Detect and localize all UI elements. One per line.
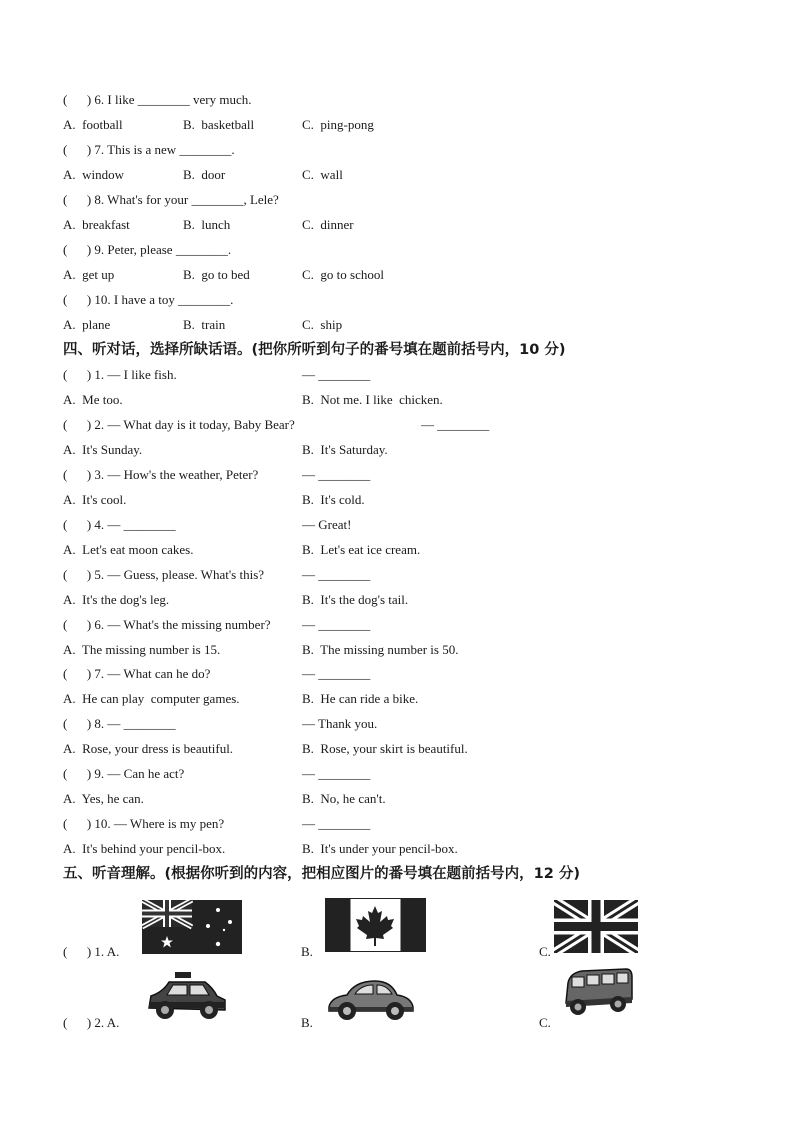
- q4-6-option-b: B. The missing number is 50.: [302, 642, 459, 657]
- q3-10-option-b: B. train: [183, 317, 226, 332]
- q5-1-label: ( ) 1. A.: [63, 944, 120, 959]
- q4-8-option-a: A. Rose, your dress is beautiful.: [63, 741, 234, 756]
- q5-2-label: ( ) 2. A.: [63, 1015, 120, 1030]
- q4-2-question: ( ) 2. — What day is it today, Baby Bear?: [63, 417, 295, 432]
- q4-2-response: — ________: [421, 417, 490, 432]
- q4-6-response: — ________: [302, 617, 371, 632]
- q4-1-option-b: B. Not me. I like chicken.: [302, 392, 443, 407]
- q4-4-option-a: A. Let's eat moon cakes.: [63, 542, 194, 557]
- q4-5-response: — ________: [302, 567, 371, 582]
- q4-7-option-b: B. He can ride a bike.: [302, 691, 419, 706]
- q4-7-response: — ________: [302, 666, 371, 681]
- q5-1-option-b-label: B.: [301, 944, 313, 959]
- q4-9-option-a: A. Yes, he can.: [63, 791, 144, 806]
- q4-4-question: ( ) 4. — ________: [63, 517, 176, 532]
- q3-10-option-c: C. ship: [302, 317, 343, 332]
- section-5-heading: 五、听音理解。(根据你听到的内容，把相应图片的番号填在题前括号内，12 分): [63, 866, 580, 882]
- q4-5-question: ( ) 5. — Guess, please. What's this?: [63, 567, 265, 582]
- q3-6-option-a: A. football: [63, 117, 123, 132]
- section-4-heading: 四、听对话，选择所缺话语。(把你所听到句子的番号填在题前括号内，10 分): [63, 342, 566, 358]
- q4-10-option-b: B. It's under your pencil-box.: [302, 841, 458, 856]
- q3-8-option-a: A. breakfast: [63, 217, 130, 232]
- q4-7-option-a: A. He can play computer games.: [63, 691, 240, 706]
- q3-9-option-c: C. go to school: [302, 267, 384, 282]
- q3-6-option-b: B. basketball: [183, 117, 255, 132]
- q5-2-option-c-label: C.: [539, 1015, 551, 1030]
- q3-8-option-c: C. dinner: [302, 217, 354, 232]
- q5-1-option-c-label: C.: [539, 944, 551, 959]
- q4-7-question: ( ) 7. — What can he do?: [63, 666, 211, 681]
- car-image: [325, 975, 417, 1023]
- van-image: [560, 965, 636, 1021]
- q4-8-option-b: B. Rose, your skirt is beautiful.: [302, 741, 468, 756]
- q4-5-option-b: B. It's the dog's tail.: [302, 592, 409, 607]
- q3-7-option-b: B. door: [183, 167, 226, 182]
- q4-10-question: ( ) 10. — Where is my pen?: [63, 816, 225, 831]
- canada-flag-image: [325, 898, 426, 952]
- q3-7-stem: ( ) 7. This is a new ________.: [63, 142, 235, 157]
- q3-6-option-c: C. ping-pong: [302, 117, 374, 132]
- q3-8-stem: ( ) 8. What's for your ________, Lele?: [63, 192, 279, 207]
- uk-flag-image: [554, 900, 638, 953]
- q4-2-option-b: B. It's Saturday.: [302, 442, 388, 457]
- q4-5-option-a: A. It's the dog's leg.: [63, 592, 170, 607]
- q3-9-stem: ( ) 9. Peter, please ________.: [63, 242, 232, 257]
- q4-4-response: — Great!: [302, 517, 352, 532]
- q5-2-option-b-label: B.: [301, 1015, 313, 1030]
- q4-9-question: ( ) 9. — Can he act?: [63, 766, 185, 781]
- q4-8-response: — Thank you.: [302, 716, 378, 731]
- q4-1-option-a: A. Me too.: [63, 392, 123, 407]
- taxi-image: [143, 970, 229, 1022]
- q3-8-option-b: B. lunch: [183, 217, 231, 232]
- q4-3-question: ( ) 3. — How's the weather, Peter?: [63, 467, 259, 482]
- q4-2-option-a: A. It's Sunday.: [63, 442, 143, 457]
- q4-10-option-a: A. It's behind your pencil-box.: [63, 841, 226, 856]
- q3-9-option-a: A. get up: [63, 267, 115, 282]
- q4-3-option-a: A. It's cool.: [63, 492, 127, 507]
- q3-7-option-a: A. window: [63, 167, 125, 182]
- q3-6-stem: ( ) 6. I like ________ very much.: [63, 92, 252, 107]
- q4-8-question: ( ) 8. — ________: [63, 716, 176, 731]
- q4-9-response: — ________: [302, 766, 371, 781]
- q4-3-response: — ________: [302, 467, 371, 482]
- q4-10-response: — ________: [302, 816, 371, 831]
- q4-1-response: — ________: [302, 367, 371, 382]
- australia-flag-image: [142, 900, 242, 954]
- q3-7-option-c: C. wall: [302, 167, 343, 182]
- q3-10-stem: ( ) 10. I have a toy ________.: [63, 292, 234, 307]
- q4-1-question: ( ) 1. — I like fish.: [63, 367, 177, 382]
- q4-3-option-b: B. It's cold.: [302, 492, 365, 507]
- q4-4-option-b: B. Let's eat ice cream.: [302, 542, 421, 557]
- q4-6-option-a: A. The missing number is 15.: [63, 642, 221, 657]
- q3-10-option-a: A. plane: [63, 317, 111, 332]
- q3-9-option-b: B. go to bed: [183, 267, 250, 282]
- q4-9-option-b: B. No, he can't.: [302, 791, 386, 806]
- q4-6-question: ( ) 6. — What's the missing number?: [63, 617, 271, 632]
